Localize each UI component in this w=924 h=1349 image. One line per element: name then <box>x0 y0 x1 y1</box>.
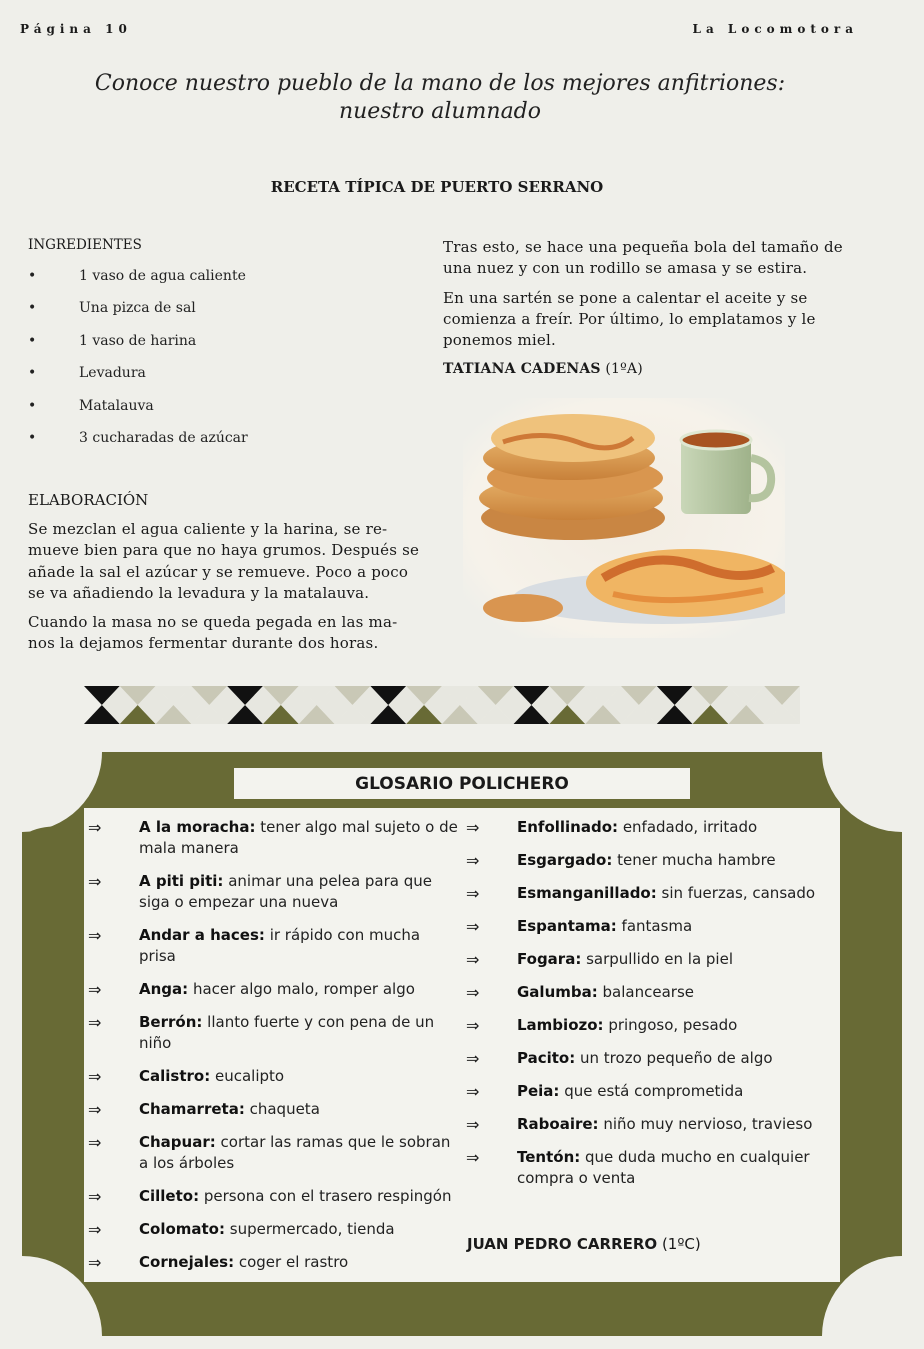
ingredient-text: Matalauva <box>79 397 154 414</box>
double-arrow-icon: ⇒ <box>466 1115 480 1134</box>
ingredient-item <box>28 430 248 462</box>
bullet-icon: • <box>28 397 37 414</box>
glossary-author <box>467 1234 701 1255</box>
double-arrow-icon: ⇒ <box>466 917 480 936</box>
glossary-definition: pringoso, pesado <box>608 1016 738 1034</box>
double-arrow-icon: ⇒ <box>466 983 480 1002</box>
double-arrow-icon: ⇒ <box>466 884 480 903</box>
glossary-term: Espantama: <box>517 917 617 935</box>
elaboration-heading: ELABORACIÓN <box>28 491 149 509</box>
double-arrow-icon: ⇒ <box>88 1220 102 1239</box>
double-arrow-icon: ⇒ <box>88 1067 102 1086</box>
ingredient-text: 3 cucharadas de azúcar <box>79 429 248 446</box>
glossary-term: Pacito: <box>517 1049 576 1067</box>
elaboration-paragraph: Cuando la masa no se queda pegada en las ma-nos la dejamos fermentar durante dos horas. <box>28 613 398 653</box>
glossary-term: Andar a haces: <box>139 926 265 944</box>
food-photo <box>463 398 785 638</box>
glossary-term: Anga: <box>139 980 189 998</box>
glossary-definition: sarpullido en la piel <box>586 950 733 968</box>
ingredient-item <box>28 398 248 430</box>
double-arrow-icon: ⇒ <box>88 872 102 891</box>
double-arrow-icon: ⇒ <box>466 1082 480 1101</box>
recipe-author <box>443 359 843 380</box>
glossary-entry <box>88 1186 460 1207</box>
glossary-entry <box>466 850 836 871</box>
double-arrow-icon: ⇒ <box>466 818 480 837</box>
glossary-definition: que duda mucho en cualquier compra o venta <box>517 1148 810 1187</box>
glossary-definition: coger el rastro <box>238 1253 349 1271</box>
decorative-pattern-band <box>84 686 800 724</box>
ingredient-text: Levadura <box>79 365 146 382</box>
ingredient-text: 1 vaso de harina <box>79 332 197 349</box>
ingredient-item <box>28 300 248 332</box>
glossary-entry <box>88 1012 460 1054</box>
ingredient-item <box>28 365 248 397</box>
bullet-icon: • <box>28 429 37 446</box>
glossary-column-right <box>466 817 836 1189</box>
glossary-term: Chamarreta: <box>139 1100 245 1118</box>
glossary-definition: un trozo pequeño de algo <box>580 1049 773 1067</box>
glossary-definition: llanto fuerte y con pena de un niño <box>139 1013 435 1052</box>
glossary-entry <box>88 1099 460 1120</box>
glossary-definition: tener mucha hambre <box>617 851 776 869</box>
glossary-column-left <box>88 817 460 1273</box>
glossary-term: Berrón: <box>139 1013 203 1031</box>
glossary-entry <box>88 979 460 1000</box>
subtitle-line-1: Conoce nuestro pueblo de la mano de los mejores anfitriones: <box>94 71 786 96</box>
glossary-entry <box>466 1081 836 1102</box>
glossary-entry <box>466 916 836 937</box>
bullet-icon: • <box>28 300 37 317</box>
subtitle-line-2: nuestro alumnado <box>338 99 542 124</box>
glossary-definition: que está comprometida <box>564 1082 744 1100</box>
glossary-entry <box>88 925 460 967</box>
glossary-entry <box>88 1132 460 1174</box>
glossary-entry <box>88 1252 460 1273</box>
recipe-continuation <box>443 237 843 389</box>
glossary-term: Fogara: <box>517 950 582 968</box>
elaboration-paragraph: Se mezclan el agua caliente y la harina, se re-mueve bien para que no haya grumos. Después se añade la sal el azúcar y se remueve. Poco a poco se va añadiendo la levadura y la matalauva. <box>28 520 420 602</box>
glossary-entry <box>466 982 836 1003</box>
triangle-pattern <box>84 686 800 724</box>
section-subtitle <box>60 70 820 126</box>
glossary-entry <box>466 817 836 838</box>
publication-name: La Locomotora <box>692 22 858 36</box>
glossary-term: Cornejales: <box>139 1253 235 1271</box>
elaboration-text <box>28 519 420 663</box>
glossary-entry <box>88 1219 460 1240</box>
author-class: (1ºA) <box>605 361 643 378</box>
glossary-definition: tener algo mal sujeto o de mala manera <box>139 818 458 857</box>
double-arrow-icon: ⇒ <box>88 1100 102 1119</box>
glossary-term: Galumba: <box>517 983 598 1001</box>
author-name: JUAN PEDRO CARRERO <box>467 1235 658 1253</box>
glossary-definition: persona con el trasero respingón <box>203 1187 452 1205</box>
glossary-entry <box>88 871 460 913</box>
double-arrow-icon: ⇒ <box>88 818 102 837</box>
bullet-icon: • <box>28 268 37 284</box>
double-arrow-icon: ⇒ <box>88 1187 102 1206</box>
glossary-term: Peia: <box>517 1082 560 1100</box>
double-arrow-icon: ⇒ <box>466 1016 480 1035</box>
glossary-term: A piti piti: <box>139 872 224 890</box>
bullet-icon: • <box>28 332 37 349</box>
glossary-definition: ir rápido con mucha prisa <box>139 926 421 965</box>
glossary-term: A la moracha: <box>139 818 256 836</box>
glossary-definition: sin fuerzas, cansado <box>661 884 816 902</box>
glossary-entry <box>466 1114 836 1135</box>
ingredient-item <box>28 268 248 300</box>
glossary-definition: fantasma <box>621 917 693 935</box>
glossary-definition: chaqueta <box>249 1100 320 1118</box>
ingredient-text: Una pizca de sal <box>79 300 196 317</box>
author-class: (1ºC) <box>661 1235 701 1253</box>
glossary-term: Tentón: <box>517 1148 581 1166</box>
glossary-term: Esgargado: <box>517 851 613 869</box>
glossary-entry <box>88 1066 460 1087</box>
continuation-paragraph: Tras esto, se hace una pequeña bola del tamaño de una nuez y con un rodillo se amasa y se estira. <box>443 238 843 278</box>
double-arrow-icon: ⇒ <box>466 950 480 969</box>
glossary-definition: cortar las ramas que le sobran a los árboles <box>139 1133 451 1172</box>
glossary-entry <box>466 1048 836 1069</box>
ingredients-list <box>28 268 248 462</box>
glossary-definition: enfadado, irritado <box>622 818 758 836</box>
glossary-term: Enfollinado: <box>517 818 619 836</box>
glossary-entry <box>466 883 836 904</box>
glossary-entry <box>466 949 836 970</box>
ingredient-item <box>28 333 248 365</box>
glossary-term: Calistro: <box>139 1067 211 1085</box>
glossary-definition: hacer algo malo, romper algo <box>192 980 415 998</box>
double-arrow-icon: ⇒ <box>88 1253 102 1272</box>
ingredients-heading: INGREDIENTES <box>28 237 142 253</box>
double-arrow-icon: ⇒ <box>466 851 480 870</box>
double-arrow-icon: ⇒ <box>88 1013 102 1032</box>
double-arrow-icon: ⇒ <box>88 926 102 945</box>
page-number: Página 10 <box>20 22 132 36</box>
double-arrow-icon: ⇒ <box>88 980 102 999</box>
glossary-entry <box>466 1147 836 1189</box>
glossary-term: Esmanganillado: <box>517 884 657 902</box>
glossary-definition: balancearse <box>602 983 694 1001</box>
glossary-definition: animar una pelea para que siga o empezar una nueva <box>139 872 433 911</box>
ingredient-text: 1 vaso de agua caliente <box>79 268 246 284</box>
bullet-icon: • <box>28 365 37 382</box>
glossary-definition: supermercado, tienda <box>229 1220 395 1238</box>
glossary-term: Lambiozo: <box>517 1016 604 1034</box>
glossary-term: Cilleto: <box>139 1187 200 1205</box>
glossary-entry <box>88 817 460 859</box>
glossary-entry <box>466 1015 836 1036</box>
glossary-term: Chapuar: <box>139 1133 216 1151</box>
double-arrow-icon: ⇒ <box>88 1133 102 1152</box>
double-arrow-icon: ⇒ <box>466 1148 480 1167</box>
recipe-title: RECETA TÍPICA DE PUERTO SERRANO <box>270 178 604 196</box>
glossary-term: Colomato: <box>139 1220 225 1238</box>
author-name: TATIANA CADENAS <box>443 361 601 378</box>
glossary-term: Raboaire: <box>517 1115 599 1133</box>
continuation-paragraph: En una sartén se pone a calentar el aceite y se comienza a freír. Por último, lo emplatamos y le ponemos miel. <box>443 288 816 350</box>
double-arrow-icon: ⇒ <box>466 1049 480 1068</box>
glossary-title: GLOSARIO POLICHERO <box>234 768 690 799</box>
glossary-definition: eucalipto <box>215 1067 285 1085</box>
glossary-definition: niño muy nervioso, travieso <box>603 1115 813 1133</box>
